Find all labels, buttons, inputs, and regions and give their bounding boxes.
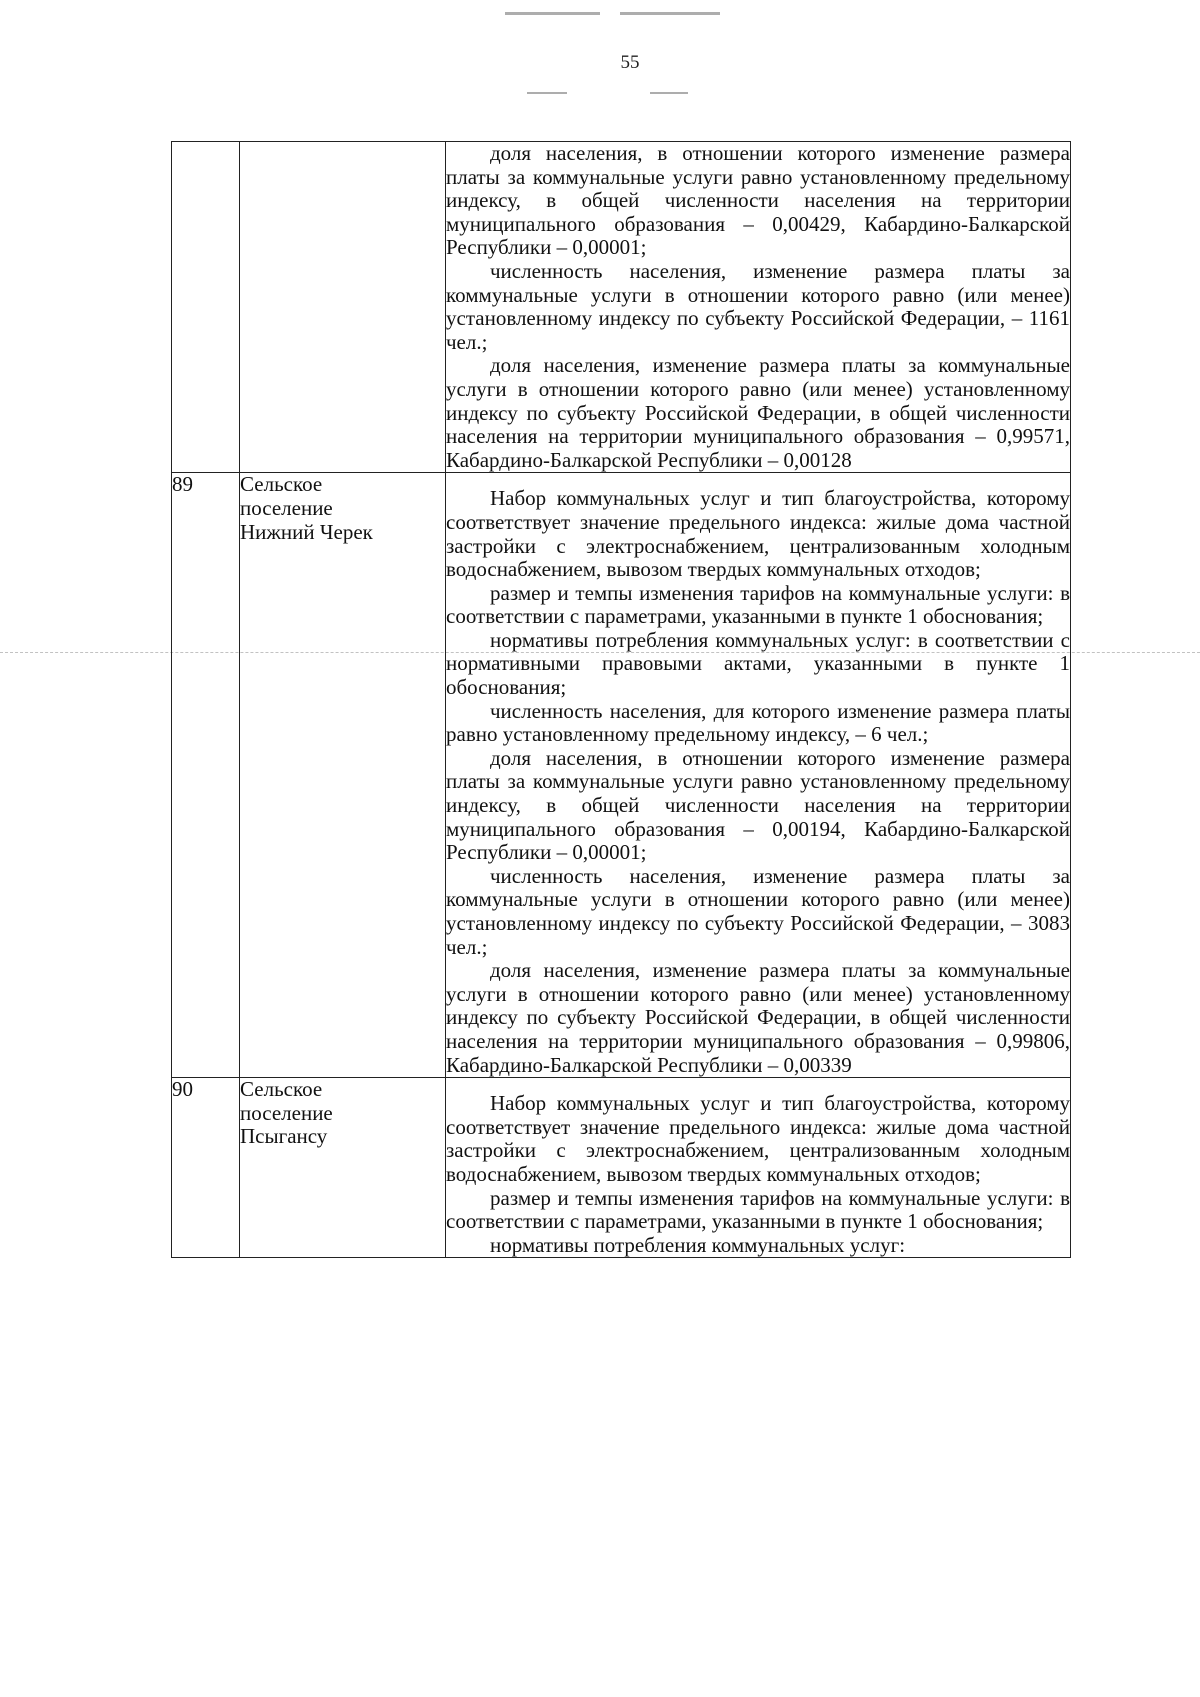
settlement-name-line: поселение (240, 495, 333, 520)
settlement-name-cell (240, 142, 446, 473)
description-paragraph: Набор коммунальных услуг и тип благоустройства, которому соответствует значение предельного индекса: жилые дома частной застройки с электроснабжением, централизованным холодным водоснабжением, вывозом твердых коммунальных отходов; (446, 1091, 1070, 1186)
table-row (172, 142, 1071, 473)
description-paragraph: доля населения, в отношении которого изменение размера платы за коммунальные услуги равно установленному предельному индексу, в общей численности населения на территории муниципального образования – 0,00194, Кабардино-Балкарской Республики – 0,00001; (446, 745, 1070, 865)
description-paragraph: численность населения, изменение размера платы за коммунальные услуги в отношении которого равно (или менее) установленному индексу по субъекту Российской Федерации, – 1161 чел.; (446, 258, 1070, 354)
description-cell (446, 1078, 1071, 1258)
description-paragraph: численность населения, изменение размера платы за коммунальные услуги в отношении которого равно (или менее) установленному индексу по субъекту Российской Федерации, – 3083 чел.; (446, 863, 1070, 959)
settlement-name-line: Сельское (240, 1077, 323, 1102)
settlement-name-cell (240, 473, 446, 1078)
table-row (172, 473, 1071, 1078)
settlement-name-line: Нижний Черек (240, 519, 373, 544)
description-cell (446, 142, 1071, 473)
row-number-cell (172, 142, 240, 473)
description-paragraph: нормативы потребления коммунальных услуг: в соответствии с нормативными правовыми актами, указанными в пункте 1 обоснования; (446, 627, 1070, 700)
description-paragraph: нормативы потребления коммунальных услуг: (490, 1232, 906, 1257)
description-paragraph: доля населения, изменение размера платы за коммунальные услуги в отношении которого равно (или менее) установленному индексу по субъекту Российской Федерации, в общей численности населения на территории муниципального образования – 0,99806, Кабардино-Балкарской Республики – 0,00339 (446, 958, 1070, 1077)
description-paragraph: Набор коммунальных услуг и тип благоустройства, которому соответствует значение предельного индекса: жилые дома частной застройки с электроснабжением, централизованным холодным водоснабжением, вывозом твердых коммунальных отходов; (446, 486, 1070, 582)
description-paragraph: размер и темпы изменения тарифов на коммунальные услуги: в соответствии с параметрами, указанными в пункте 1 обоснования; (446, 580, 1070, 629)
data-table (171, 141, 1071, 1258)
row-number-cell: 90 (172, 1078, 240, 1258)
settlement-name-cell (240, 1078, 446, 1258)
settlement-name-line: Псыгансу (240, 1124, 328, 1149)
scan-artifact-mid-right (650, 92, 688, 94)
table-row (172, 1078, 1071, 1258)
description-paragraph: размер и темпы изменения тарифов на коммунальные услуги: в соответствии с параметрами, указанными в пункте 1 обоснования; (446, 1185, 1070, 1234)
description-paragraph: доля населения, изменение размера платы за коммунальные услуги в отношении которого равно (или менее) установленному индексу по субъекту Российской Федерации, в общей численности населения на территории муниципального образования – 0,99571, Кабардино-Балкарской Республики – 0,00128 (446, 353, 1070, 472)
settlement-name-line: поселение (240, 1100, 333, 1125)
row-number-cell: 89 (172, 473, 240, 1078)
description-paragraph: численность населения, для которого изменение размера платы равно установленному предельному индексу, – 6 чел.; (446, 698, 1070, 747)
scan-artifact-top-left (505, 12, 600, 15)
scan-artifact-top-right (620, 12, 720, 15)
description-cell (446, 473, 1071, 1078)
page-number: 55 (620, 52, 640, 73)
description-paragraph: доля населения, в отношении которого изменение размера платы за коммунальные услуги равно установленному предельному индексу, в общей численности населения на территории муниципального образования – 0,00429, Кабардино-Балкарской Республики – 0,00001; (446, 141, 1070, 260)
scan-artifact-mid-left (527, 92, 567, 94)
settlement-name-line: Сельское (240, 472, 323, 497)
